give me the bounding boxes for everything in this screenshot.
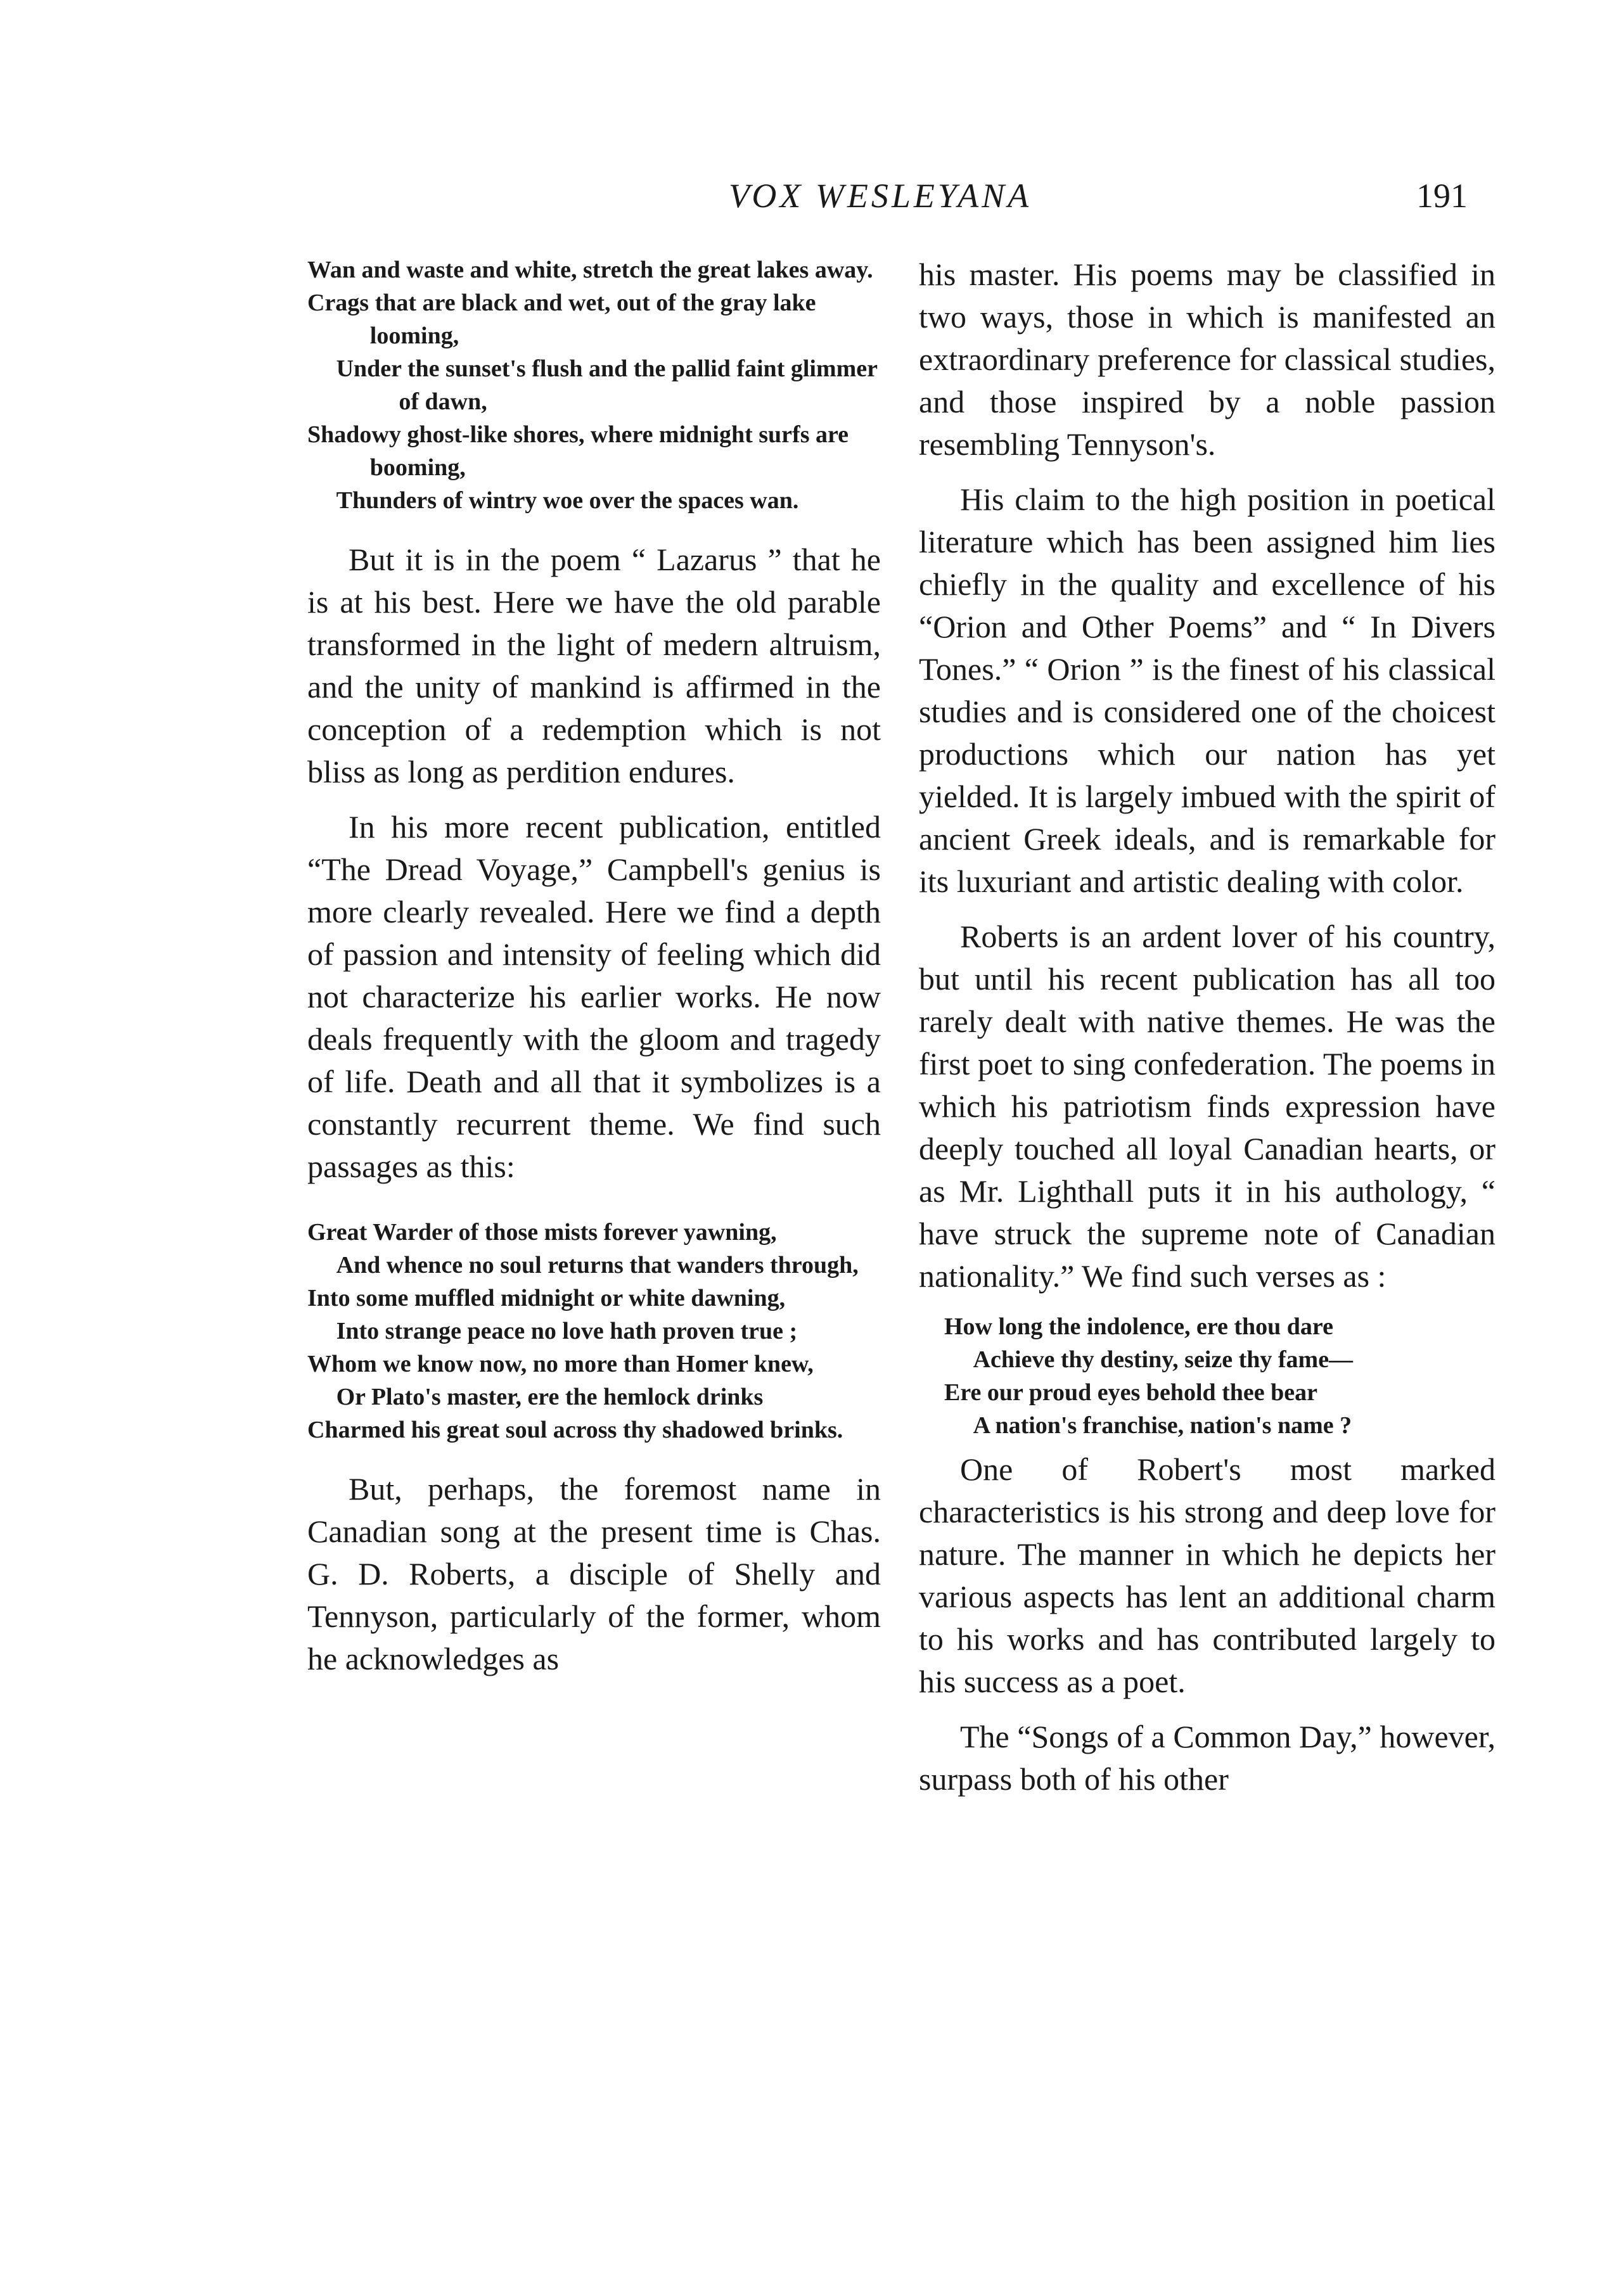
verse-line: And whence no soul returns that wanders through, [336, 1252, 859, 1279]
verse-line: Or Plato's master, ere the hemlock drinks [336, 1384, 764, 1410]
page-number: 191 [1416, 177, 1468, 215]
verse-line: Ere our proud eyes behold thee bear [944, 1379, 1318, 1406]
verse-line: Wan and waste and white, stretch the great lakes away. [307, 257, 873, 283]
verse-line: Under the sunset's flush and the pallid faint glimmer of dawn, [336, 355, 878, 415]
paragraph-dread-voyage: In his more recent publication, entitled “The Dread Voyage,” Campbell's genius is more clearly revealed. Here we find a depth of passion and intensity of feeling which did not characterize his earlier works. He now deals frequently with the gloom and tragedy of life. Death and all that it symbolizes is a constantly recurrent theme. We find such passages as this: [307, 809, 881, 1184]
paragraph-patriotism: Roberts is an ardent lover of his country, but until his recent publication has all too rarely dealt with native themes. He was the first poet to sing confederation. The poems in which his patriotism finds expression have deeply touched all loyal Canadian hearts, or as Mr. Lighthall puts it in his authology, “ have struck the supreme note of Canadian nationality.” We find such verses as : [919, 919, 1496, 1294]
verse-line: Great Warder of those mists forever yawning, [307, 1219, 777, 1246]
verse-line: Into strange peace no love hath proven true ; [336, 1318, 798, 1344]
verse-line: How long the indolence, ere thou dare [944, 1313, 1333, 1340]
right-column [919, 253, 1496, 1813]
verse-line: Whom we know now, no more than Homer knew, [307, 1351, 814, 1377]
verse-line: Into some muffled midnight or white dawning, [307, 1285, 786, 1311]
verse-block-indolence [944, 1310, 1470, 1442]
left-column [307, 253, 881, 1693]
running-header-title: VOX WESLEYANA [729, 177, 1032, 215]
paragraph-his-master: his master. His poems may be classified in two ways, those in which is manifested an extraordinary preference for classical studies, and those inspired by a noble passion resembling Tennyson's. [919, 257, 1496, 462]
verse-line: Charmed his great soul across thy shadowed brinks. [307, 1417, 843, 1443]
verse-line: Achieve thy destiny, seize thy fame— [973, 1346, 1354, 1373]
paragraph-roberts-intro: But, perhaps, the foremost name in Canadian song at the present time is Chas. G. D. Roberts, a disciple of Shelly and Tennyson, particularly of the former, whom he acknowledges as [307, 1471, 881, 1676]
verse-line: Shadowy ghost-like shores, where midnight surfs are booming, [307, 421, 849, 481]
verse-block-great-warder [307, 1216, 881, 1446]
verse-line: A nation's franchise, nation's name ? [973, 1412, 1352, 1439]
paragraph-lazarus: But it is in the poem “ Lazarus ” that he is at his best. Here we have the old parable transformed in the light of medern altruism, and the unity of mankind is affirmed in the conception of a redemption which is not bliss as long as perdition endures. [307, 542, 881, 789]
paragraph-nature: One of Robert's most marked characteristics is his strong and deep love for nature. The manner in which he depicts her various aspects has lent an additional charm to his works and has contributed largely to his success as a poet. [919, 1451, 1496, 1699]
paragraph-songs-common-day: The “Songs of a Common Day,” however, surpass both of his other [919, 1719, 1496, 1797]
verse-line: Crags that are black and wet, out of the gray lake looming, [307, 290, 816, 349]
verse-block-great-lakes [307, 253, 881, 517]
paragraph-orion: His claim to the high position in poetical literature which has been assigned him lies chiefly in the quality and excellence of his “Orion and Other Poems” and “ In Divers Tones.” “ Orion ” is the finest of his classical studies and is considered one of the choicest productions which our nation has yet yielded. It is largely imbued with the spirit of ancient Greek ideals, and is remarkable for its luxuriant and artistic dealing with color. [919, 482, 1496, 899]
verse-line: Thunders of wintry woe over the spaces wan. [336, 487, 799, 514]
